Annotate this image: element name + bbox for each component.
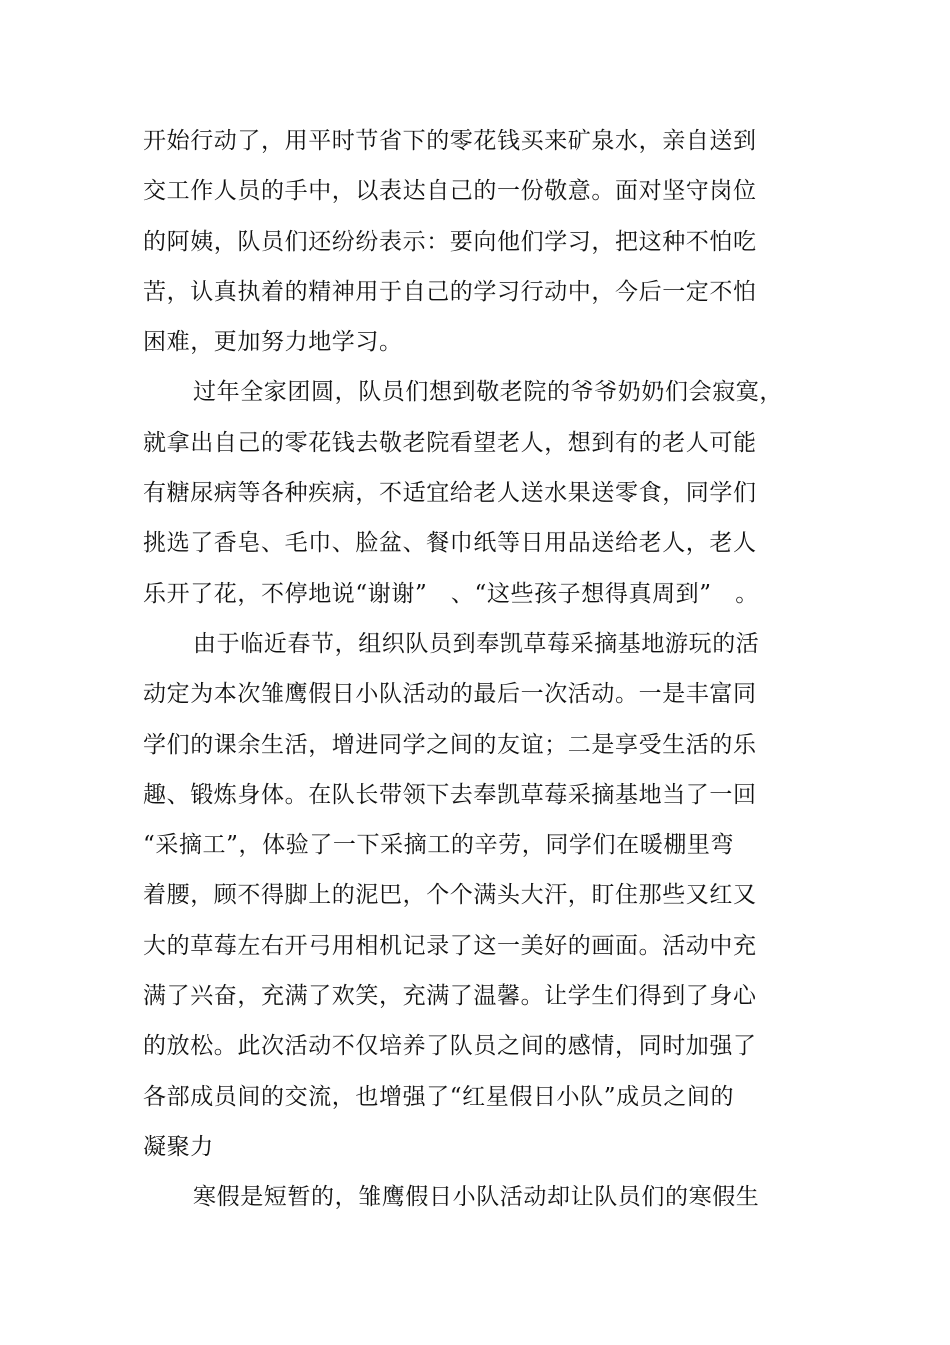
text-line: 大的草莓左右开弓用相机记录了这一美好的画面。活动中充 [143, 932, 757, 959]
text-line: 的放松。此次活动不仅培养了队员之间的感情，同时加强了 [143, 1033, 757, 1060]
text-line: 有糖尿病等各种疾病，不适宜给老人送水果送零食，同学们 [143, 480, 757, 507]
text-line: 寒假是短暂的，雏鹰假日小队活动却让队员们的寒假生 [193, 1184, 760, 1211]
text-line: 学们的课余生活，增进同学之间的友谊；二是享受生活的乐 [143, 731, 757, 758]
text-line: 开始行动了，用平时节省下的零花钱买来矿泉水，亲自送到 [143, 128, 757, 154]
text-line: 动定为本次雏鹰假日小队活动的最后一次活动。一是丰富同 [143, 681, 757, 708]
text-line: 乐开了花，不停地说“谢谢” 、“这些孩子想得真周到” 。 [143, 580, 759, 607]
text-line: “采摘工”，体验了一下采摘工的辛劳，同学们在暖棚里弯 [143, 832, 735, 859]
text-line: 的阿姨，队员们还纷纷表示：要向他们学习，把这种不怕吃 [143, 228, 757, 255]
text-line: 满了兴奋，充满了欢笑，充满了温馨。让学生们得到了身心 [143, 983, 757, 1010]
document-body [143, 122, 783, 1229]
text-line: 由于临近春节，组织队员到奉凯草莓采摘基地游玩的活 [193, 630, 760, 657]
text-line: 过年全家团圆，队员们想到敬老院的爷爷奶奶们会寂寞， [193, 379, 783, 406]
text-line: 着腰，顾不得脚上的泥巴，个个满头大汗，盯住那些又红又 [143, 882, 757, 909]
text-line: 各部成员间的交流，也增强了“红星假日小队”成员之间的 [143, 1083, 735, 1110]
text-line: 交工作人员的手中，以表达自己的一份敬意。面对坚守岗位 [143, 178, 757, 205]
text-line: 困难，更加努力地学习。 [143, 329, 403, 356]
text-line: 就拿出自己的零花钱去敬老院看望老人，想到有的老人可能 [143, 429, 757, 456]
text-line: 挑选了香皂、毛巾、脸盆、餐巾纸等日用品送给老人，老人 [143, 530, 757, 557]
text-line: 凝聚力 [143, 1133, 214, 1160]
text-line: 苦，认真执着的精神用于自己的学习行动中，今后一定不怕 [143, 278, 757, 305]
text-line: 趣、锻炼身体。在队长带领下去奉凯草莓采摘基地当了一回 [143, 781, 757, 808]
